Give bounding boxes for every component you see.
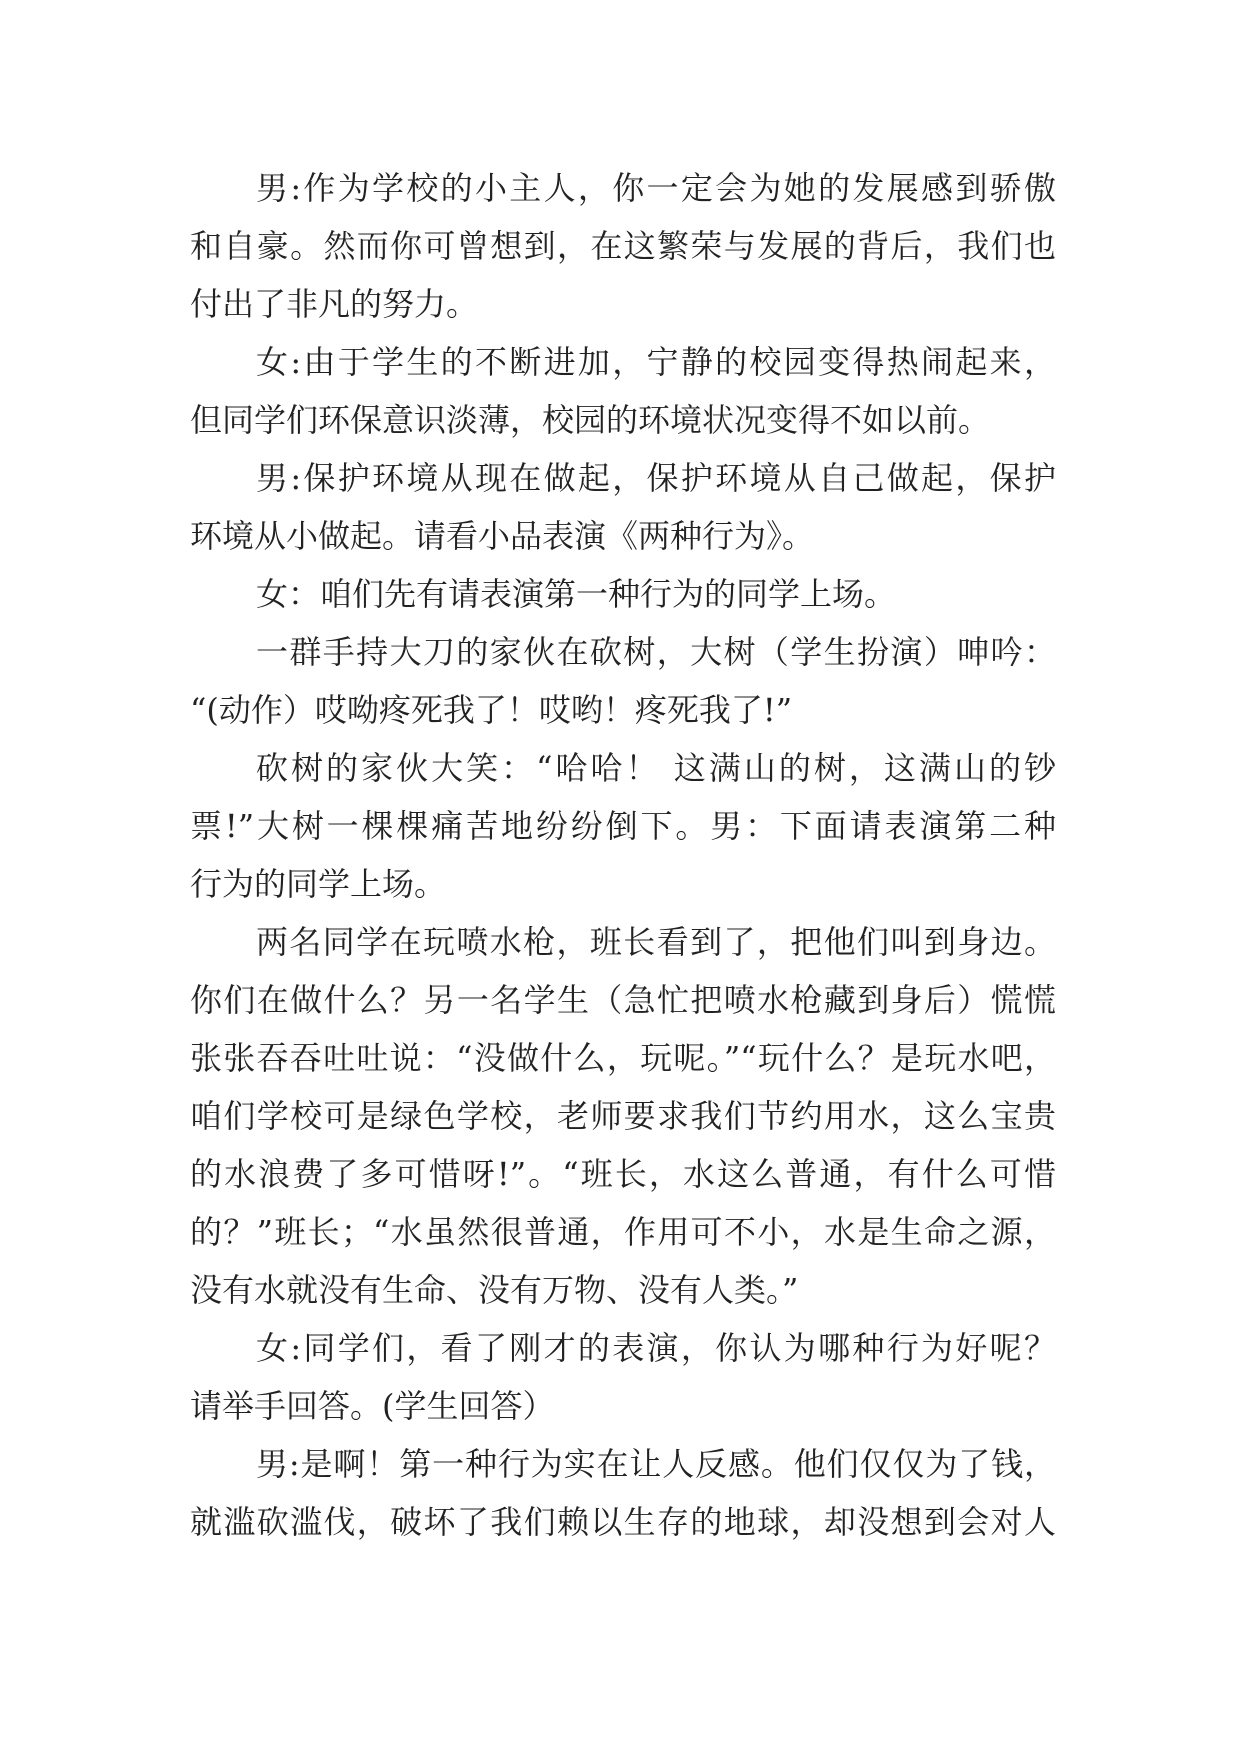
text-line: 张张吞吞吐吐说：“没做什么，玩呢。”“玩什么？是玩水吧， bbox=[190, 1039, 1056, 1077]
text-line: 女:同学们，看了刚才的表演，你认为哪种行为好呢？ bbox=[256, 1329, 1056, 1367]
text-line: 你们在做什么？另一名学生（急忙把喷水枪藏到身后）慌慌 bbox=[190, 981, 1056, 1019]
text-line: 咱们学校可是绿色学校，老师要求我们节约用水，这么宝贵 bbox=[190, 1097, 1056, 1135]
text-line: 一群手持大刀的家伙在砍树，大树（学生扮演）呻吟： bbox=[256, 633, 1056, 671]
text-line: “(动作）哎呦疼死我了！哎哟！疼死我了!” bbox=[190, 691, 793, 729]
text-line: 但同学们环保意识淡薄，校园的环境状况变得不如以前。 bbox=[190, 401, 991, 439]
dialogue-paragraph-female-first-act bbox=[190, 565, 1241, 623]
text-line: 女：咱们先有请表演第一种行为的同学上场。 bbox=[256, 575, 897, 613]
text-line: 请举手回答。(学生回答） bbox=[190, 1387, 555, 1425]
text-line: 女:由于学生的不断进加，宁静的校园变得热闹起来， bbox=[256, 343, 1056, 381]
text-line: 行为的同学上场。 bbox=[190, 865, 447, 903]
text-line: 的？”班长；“水虽然很普通，作用可不小，水是生命之源， bbox=[190, 1213, 1056, 1251]
text-line: 和自豪。然而你可曾想到，在这繁荣与发展的背后，我们也 bbox=[190, 227, 1056, 265]
text-line: 男:作为学校的小主人，你一定会为她的发展感到骄傲 bbox=[256, 169, 1056, 207]
dialogue-paragraph-male-intro bbox=[190, 159, 1241, 333]
text-line: 砍树的家伙大笑：“哈哈！ 这满山的树，这满山的钞 bbox=[256, 749, 1056, 787]
dialogue-paragraph-female-question bbox=[190, 1319, 1241, 1435]
text-line: 票!”大树一棵棵痛苦地纷纷倒下。男：下面请表演第二种 bbox=[190, 807, 1056, 845]
text-line: 就滥砍滥伐，破坏了我们赖以生存的地球，却没想到会对人 bbox=[190, 1503, 1056, 1541]
stage-direction-paragraph-laughing bbox=[190, 739, 1241, 913]
stage-direction-paragraph-tree-cutting bbox=[190, 623, 1241, 739]
text-line: 男:保护环境从现在做起，保护环境从自己做起，保护 bbox=[256, 459, 1056, 497]
dialogue-paragraph-male-answer bbox=[190, 1435, 1241, 1551]
dialogue-paragraph-male-protect bbox=[190, 449, 1241, 565]
stage-direction-paragraph-water-gun bbox=[190, 913, 1241, 1319]
dialogue-paragraph-female-campus bbox=[190, 333, 1241, 449]
text-line: 两名同学在玩喷水枪，班长看到了，把他们叫到身边。 bbox=[256, 923, 1056, 961]
text-line: 没有水就没有生命、没有万物、没有人类。” bbox=[190, 1271, 799, 1309]
text-line: 环境从小做起。请看小品表演《两种行为》。 bbox=[190, 517, 815, 555]
text-line: 男:是啊！第一种行为实在让人反感。他们仅仅为了钱， bbox=[256, 1445, 1056, 1483]
text-line: 的水浪费了多可惜呀!”。“班长，水这么普通，有什么可惜 bbox=[190, 1155, 1056, 1193]
text-line: 付出了非凡的努力。 bbox=[190, 285, 479, 323]
